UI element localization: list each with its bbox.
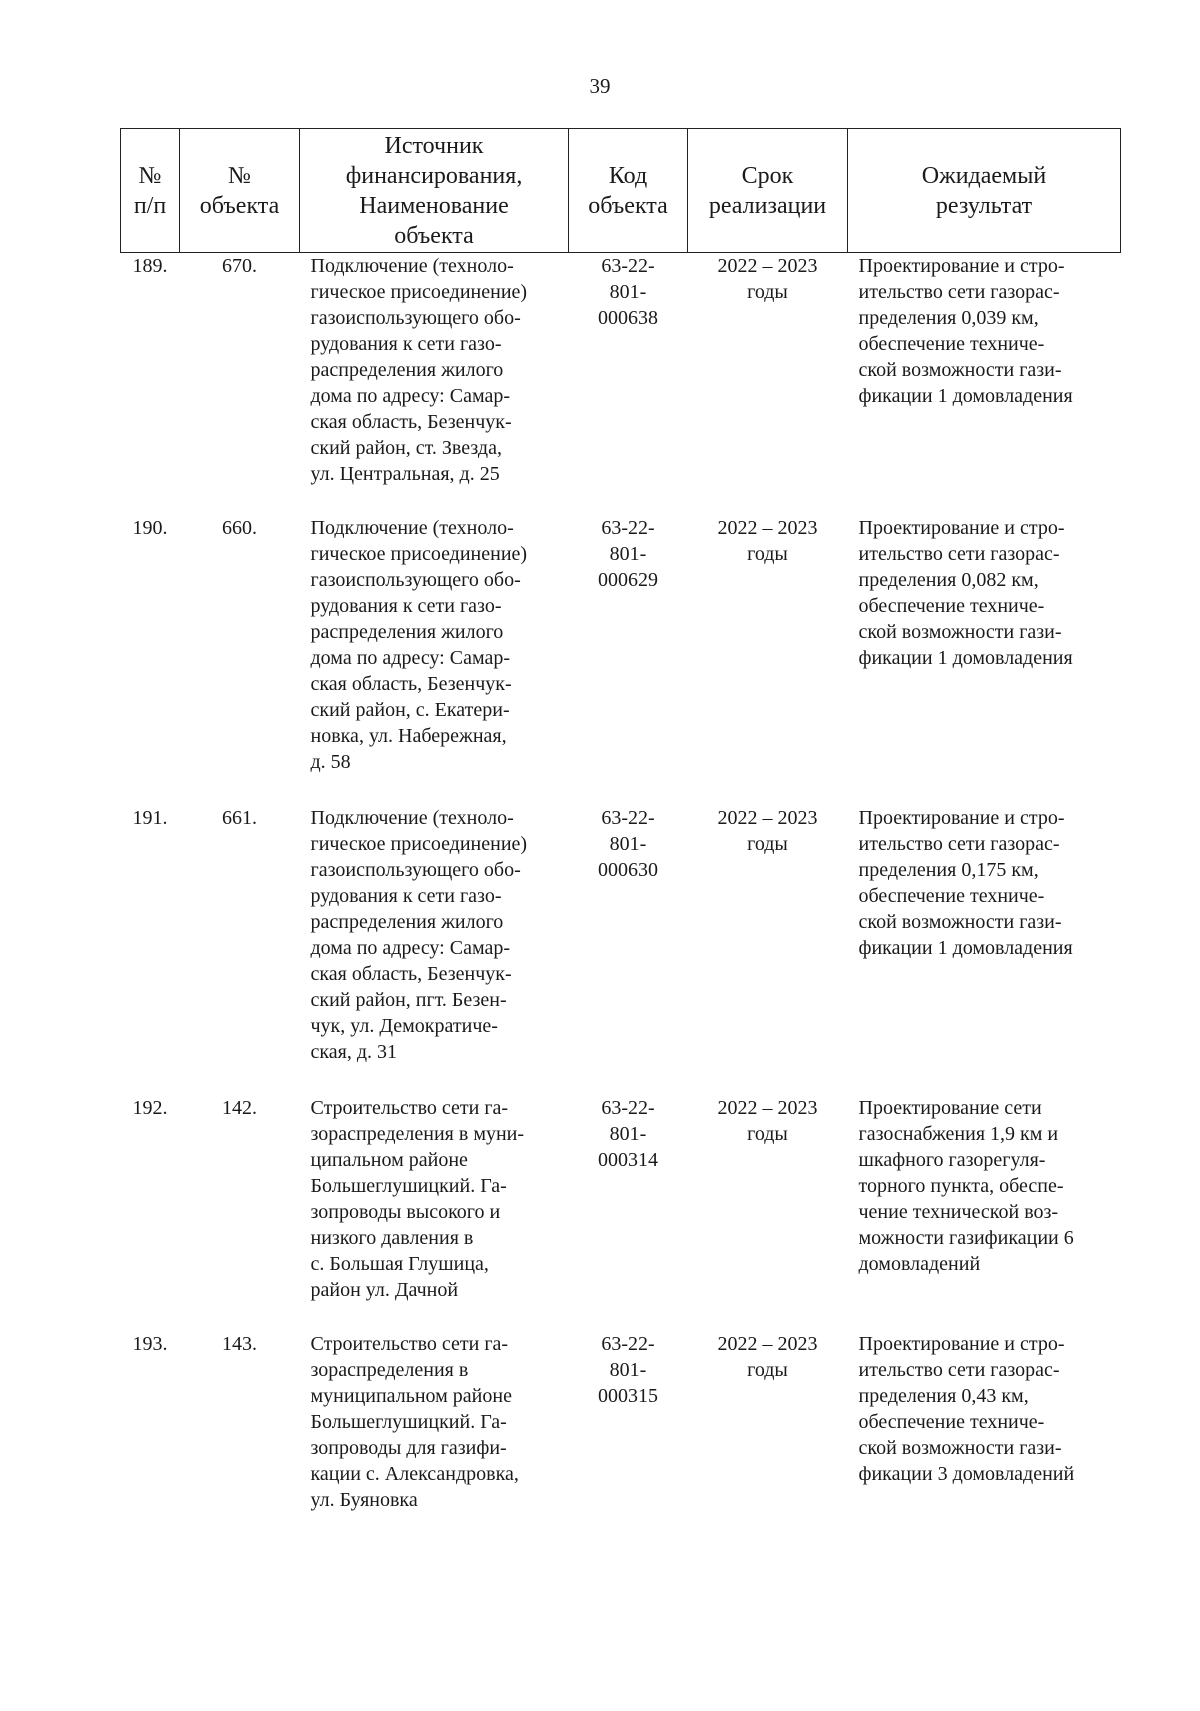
cell-line: 801- [609, 833, 647, 855]
row-object-num: 143. [222, 1333, 257, 1355]
row-code [569, 805, 688, 1095]
cell-line: Проектирование и стро- [858, 517, 1065, 539]
cell-line: торного пункта, обеспе- [858, 1175, 1064, 1197]
cell-line: ская, д. 31 [310, 1041, 398, 1063]
row-result [848, 515, 1121, 805]
row-num: 190. [132, 517, 168, 539]
cell-line: рудования к сети газо- [310, 885, 502, 907]
table-row [121, 253, 1121, 516]
row-name [300, 805, 569, 1095]
row-object-num: 660. [222, 517, 257, 539]
cell-line: гическое присоединение) [310, 281, 528, 303]
cell-line: Подключение (техноло- [310, 517, 514, 539]
table-row [121, 805, 1121, 1095]
header-term [688, 129, 848, 253]
row-term [688, 805, 848, 1095]
row-name [300, 1095, 569, 1331]
cell-line: Подключение (техноло- [310, 807, 514, 829]
cell-line: 63-22- [601, 1333, 655, 1355]
row-term [688, 515, 848, 805]
cell-line: д. 58 [310, 751, 351, 773]
cell-line: новка, ул. Набережная, [310, 725, 507, 747]
cell-line: Проектирование сети [858, 1097, 1042, 1119]
header-result [848, 129, 1121, 253]
cell-line: ская область, Безенчук- [310, 411, 512, 433]
cell-line: объекта [588, 192, 668, 219]
cell-line: низкого давления в [310, 1227, 474, 1249]
row-name [300, 515, 569, 805]
cell-line: ской возможности гази- [858, 621, 1062, 643]
cell-line: ский район, ст. Звезда, [310, 437, 502, 459]
cell-line: обеспечение техниче- [858, 333, 1045, 355]
cell-line: газоснабжения 1,9 км и [858, 1123, 1059, 1145]
cell-line: фикации 1 домовладения [858, 937, 1073, 959]
header-num [121, 129, 180, 253]
table-row [121, 515, 1121, 805]
cell-line: ской возможности гази- [858, 359, 1062, 381]
cell-line: кации с. Александровка, [310, 1463, 519, 1485]
cell-line: объекта [394, 222, 474, 249]
cell-line: рудования к сети газо- [310, 595, 502, 617]
cell-line: № [138, 162, 162, 189]
cell-line: газоиспользующего обо- [310, 569, 521, 591]
cell-line: годы [747, 281, 788, 303]
cell-line: объекта [199, 192, 280, 219]
cell-line: ской возможности гази- [858, 1437, 1062, 1459]
cell-line: можности газификации 6 [858, 1227, 1074, 1249]
cell-line: распределения жилого [310, 621, 504, 643]
cell-line: п/п [133, 192, 167, 219]
row-code [569, 253, 688, 516]
cell-line: 63-22- [601, 517, 655, 539]
cell-line: фикации 1 домовладения [858, 385, 1073, 407]
cell-line: 000315 [598, 1385, 658, 1407]
page-number: 39 [589, 74, 611, 98]
cell-line: газоиспользующего обо- [310, 307, 521, 329]
row-object-num: 661. [222, 807, 257, 829]
cell-line: газоиспользующего обо- [310, 859, 521, 881]
cell-line: Проектирование и стро- [858, 807, 1065, 829]
cell-line: Наименование [359, 192, 509, 219]
row-code [569, 1331, 688, 1521]
cell-line: 63-22- [601, 807, 655, 829]
cell-line: Проектирование и стро- [858, 255, 1065, 277]
cell-line: 2022 – 2023 [717, 1333, 818, 1355]
cell-line: ципальном районе [310, 1149, 468, 1171]
cell-line: ской возможности гази- [858, 911, 1062, 933]
row-code [569, 1095, 688, 1331]
cell-line: ский район, с. Екатери- [310, 699, 510, 721]
cell-line: Источник [384, 132, 484, 159]
cell-line: Большеглушицкий. Га- [310, 1175, 507, 1197]
cell-line: Большеглушицкий. Га- [310, 1411, 507, 1433]
cell-line: шкафного газорегуля- [858, 1149, 1046, 1171]
program-table [120, 128, 1121, 1521]
cell-line: зораспределения в муни- [310, 1123, 525, 1145]
cell-line: район ул. Дачной [310, 1279, 459, 1301]
cell-line: ская область, Безенчук- [310, 673, 512, 695]
row-object-num: 670. [222, 255, 257, 277]
table-row [121, 1331, 1121, 1521]
cell-line: чук, ул. Демократиче- [310, 1015, 498, 1037]
cell-line: Проектирование и стро- [858, 1333, 1065, 1355]
cell-line: 2022 – 2023 [717, 517, 818, 539]
cell-line: дома по адресу: Самар- [310, 385, 511, 407]
cell-line: 801- [609, 281, 647, 303]
cell-line: 000638 [598, 307, 658, 329]
cell-line: распределения жилого [310, 359, 504, 381]
row-object-num: 142. [222, 1097, 257, 1119]
cell-line: ский район, пгт. Безен- [310, 989, 507, 1011]
cell-line: чение технической воз- [858, 1201, 1059, 1223]
row-name [300, 1331, 569, 1521]
cell-line: Код [608, 162, 648, 189]
row-result [848, 253, 1121, 516]
row-result [848, 1095, 1121, 1331]
cell-line: результат [935, 192, 1033, 219]
row-name [300, 253, 569, 516]
cell-line: финансирования, [345, 162, 523, 189]
row-term [688, 1331, 848, 1521]
cell-line: 000630 [598, 859, 658, 881]
row-term [688, 1095, 848, 1331]
cell-line: годы [747, 1123, 788, 1145]
cell-line: Подключение (техноло- [310, 255, 514, 277]
table-row [121, 1095, 1121, 1331]
cell-line: 801- [609, 1123, 647, 1145]
cell-line: пределения 0,082 км, [858, 569, 1039, 591]
row-num: 192. [132, 1097, 168, 1119]
header-source [300, 129, 569, 253]
cell-line: № [228, 162, 251, 189]
cell-line: дома по адресу: Самар- [310, 937, 511, 959]
cell-line: пределения 0,175 км, [858, 859, 1039, 881]
cell-line: ительство сети газорас- [858, 833, 1060, 855]
cell-line: домовладений [858, 1253, 981, 1275]
cell-line: 2022 – 2023 [717, 255, 818, 277]
cell-line: годы [747, 833, 788, 855]
cell-line: 000629 [598, 569, 658, 591]
cell-line: Срок [741, 162, 794, 189]
cell-line: фикации 1 домовладения [858, 647, 1073, 669]
cell-line: годы [747, 543, 788, 565]
cell-line: ительство сети газорас- [858, 281, 1060, 303]
header-object-num [180, 129, 300, 253]
row-result [848, 805, 1121, 1095]
cell-line: 801- [609, 543, 647, 565]
cell-line: ительство сети газорас- [858, 1359, 1060, 1381]
cell-line: с. Большая Глушица, [310, 1253, 489, 1275]
row-term [688, 253, 848, 516]
cell-line: дома по адресу: Самар- [310, 647, 511, 669]
row-code [569, 515, 688, 805]
cell-line: зораспределения в [310, 1359, 469, 1381]
cell-line: обеспечение техниче- [858, 885, 1045, 907]
cell-line: обеспечение техниче- [858, 595, 1045, 617]
cell-line: ул. Центральная, д. 25 [310, 463, 500, 485]
cell-line: гическое присоединение) [310, 543, 528, 565]
cell-line: распределения жилого [310, 911, 504, 933]
cell-line: обеспечение техниче- [858, 1411, 1045, 1433]
cell-line: ская область, Безенчук- [310, 963, 512, 985]
cell-line: реализации [708, 192, 827, 219]
cell-line: пределения 0,039 км, [858, 307, 1039, 329]
cell-line: муниципальном районе [310, 1385, 512, 1407]
cell-line: Ожидаемый [921, 162, 1047, 189]
cell-line: ул. Буяновка [310, 1489, 418, 1511]
cell-line: пределения 0,43 км, [858, 1385, 1029, 1407]
cell-line: 63-22- [601, 255, 655, 277]
cell-line: 801- [609, 1359, 647, 1381]
cell-line: 2022 – 2023 [717, 807, 818, 829]
cell-line: 2022 – 2023 [717, 1097, 818, 1119]
cell-line: 000314 [598, 1149, 658, 1171]
row-num: 193. [132, 1333, 168, 1355]
table-header-row [121, 129, 1121, 253]
cell-line: Строительство сети га- [310, 1097, 509, 1119]
row-num: 191. [132, 807, 168, 829]
cell-line: годы [747, 1359, 788, 1381]
cell-line: зопроводы для газифи- [310, 1437, 507, 1459]
cell-line: рудования к сети газо- [310, 333, 502, 355]
row-result [848, 1331, 1121, 1521]
cell-line: Строительство сети га- [310, 1333, 509, 1355]
cell-line: фикации 3 домовладений [858, 1463, 1075, 1485]
cell-line: зопроводы высокого и [310, 1201, 501, 1223]
header-code [569, 129, 688, 253]
cell-line: гическое присоединение) [310, 833, 528, 855]
row-num: 189. [132, 255, 168, 277]
cell-line: 63-22- [601, 1097, 655, 1119]
cell-line: ительство сети газорас- [858, 543, 1060, 565]
